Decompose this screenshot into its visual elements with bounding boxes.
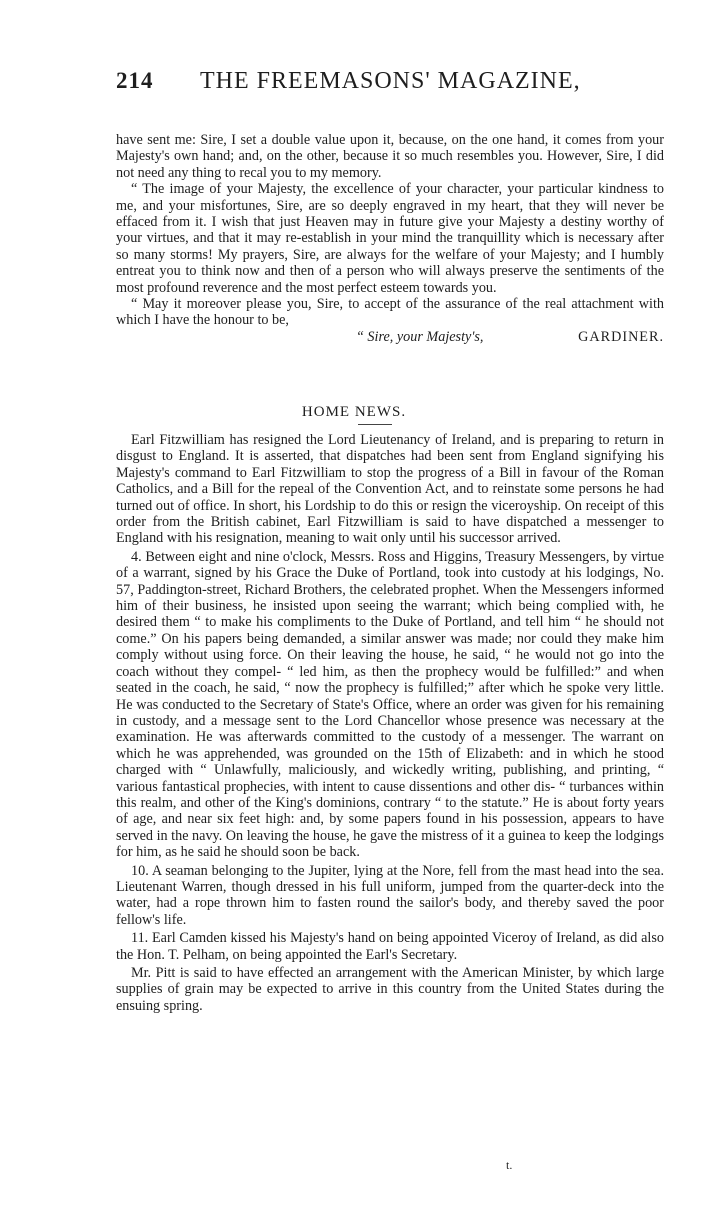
letter-paragraph: have sent me: Sire, I set a double value upon it, because, on the one hand, it comes from your Majesty's own hand; and, on the other, because it so much resembles you. However, Sire, I did not need any thing to recal you to my memory. [116,132,664,181]
section-title: HOME NEWS. [301,404,407,420]
letter-continuation [116,132,664,347]
news-item: 10. A seaman belonging to the Jupiter, lying at the Nore, fell from the mast head into the sea. Lieutenant Warren, though dressed in his full uniform, jumped from the quarter-deck into the water, had a rope thrown him to fasten round the sailor's body, and thereby saved the poor fellow's life. [116,862,664,928]
page-number: 214 [116,68,154,93]
news-item: 11. Earl Camden kissed his Majesty's hand on being appointed Viceroy of Ireland, as did also the Hon. T. Pelham, on being appointed the Earl's Secretary. [116,930,664,963]
running-title: THE FREEMASONS' MAGAZINE, [200,68,581,94]
home-news-body [116,432,664,1016]
letter-paragraph: “ May it moreover please you, Sire, to accept of the assurance of the real attachment with which I have the honour to be, [116,296,664,329]
letter-signature-row [116,329,664,347]
news-item: Mr. Pitt is said to have effected an arrangement with the American Minister, by which large supplies of grain may be expected to arrive in this country from the United States during the ensuing spring. [116,965,664,1014]
letter-signature: GARDINER. [578,328,664,345]
title-rule [358,424,392,425]
news-item: 4. Between eight and nine o'clock, Messrs. Ross and Higgins, Treasury Messengers, by virtue of a warrant, signed by his Grace the Duke of Portland, took into custody at his lodgings, No. 57, Paddington-street, Richard Brothers, the celebrated prophet. When the Messengers informed him of their business, he insisted upon seeing the warrant; which being complied with, he desired them “ to make his compliments to the Duke of Portland, and tell him “ he should not come.” On his papers being demanded, a similar answer was made; nor could they make him comply without using force. On their leaving the house, he said, “ he would not go into the coach without they compel- “ led him, as then the prophecy would be fulfilled:” and when seated in the coach, he said, “ now the prophecy is fulfilled;” after which he spoke very little. He was conducted to the Secretary of State's Office, where an order was given for his remaining in custody, and a message sent to the Lord Chancellor whose presence was necessary at the examination. He was afterwards committed to the custody of a messenger. The warrant on which he was apprehended, was grounded on the 15th of Elizabeth: and in which he stood charged with “ Unlawfully, maliciously, and wickedly writing, publishing, and printing, “ various fantastical prophecies, with intent to cause dissentions and other dis- “ turbances within this realm, and other of the King's dominions, contrary “ to the statute.” He is about forty years of age, and near six feet high: and, by some papers found in his possession, appears to have served in the navy. On leaving the house, he gave the mistress of it a guinea to keep the lodgings for him, as he said he should soon be back. [116,548,664,861]
footer-mark: t. [506,1158,513,1172]
letter-closing: “ Sire, your Majesty's, [356,328,484,345]
letter-paragraph: “ The image of your Majesty, the excellence of your character, your particular kindness to me, and your misfortunes, Sire, are so deeply engraved in my heart, that they will never be effaced from it. I wish that just Heaven may in future give your Majesty a destiny worthy of your virtues, and that it may re-establish in your mind the tranquillity which is necessary after so many storms! My prayers, Sire, are always for the welfare of your Majesty; and I humbly entreat you to think now and then of a person who will always preserve the sentiments of the most profound reverence and the most perfect esteem towards you. [116,181,664,296]
news-item: Earl Fitzwilliam has resigned the Lord Lieutenancy of Ireland, and is preparing to return in disgust to England. It is asserted, that dispatches had been sent from England signifying his Majesty's command to Earl Fitzwilliam to stop the progress of a Bill in favour of the Roman Catholics, and a Bill for the repeal of the Convention Act, and to reinstate some persons he had turned out of office. In short, his Lordship to do this or resign the viceroyship. On receipt of this order from the British cabinet, Earl Fitzwilliam is said to have dispatched a messenger to England with his resignation, meaning to wait only until his successor arrived. [116,432,664,547]
page-header [116,68,664,100]
